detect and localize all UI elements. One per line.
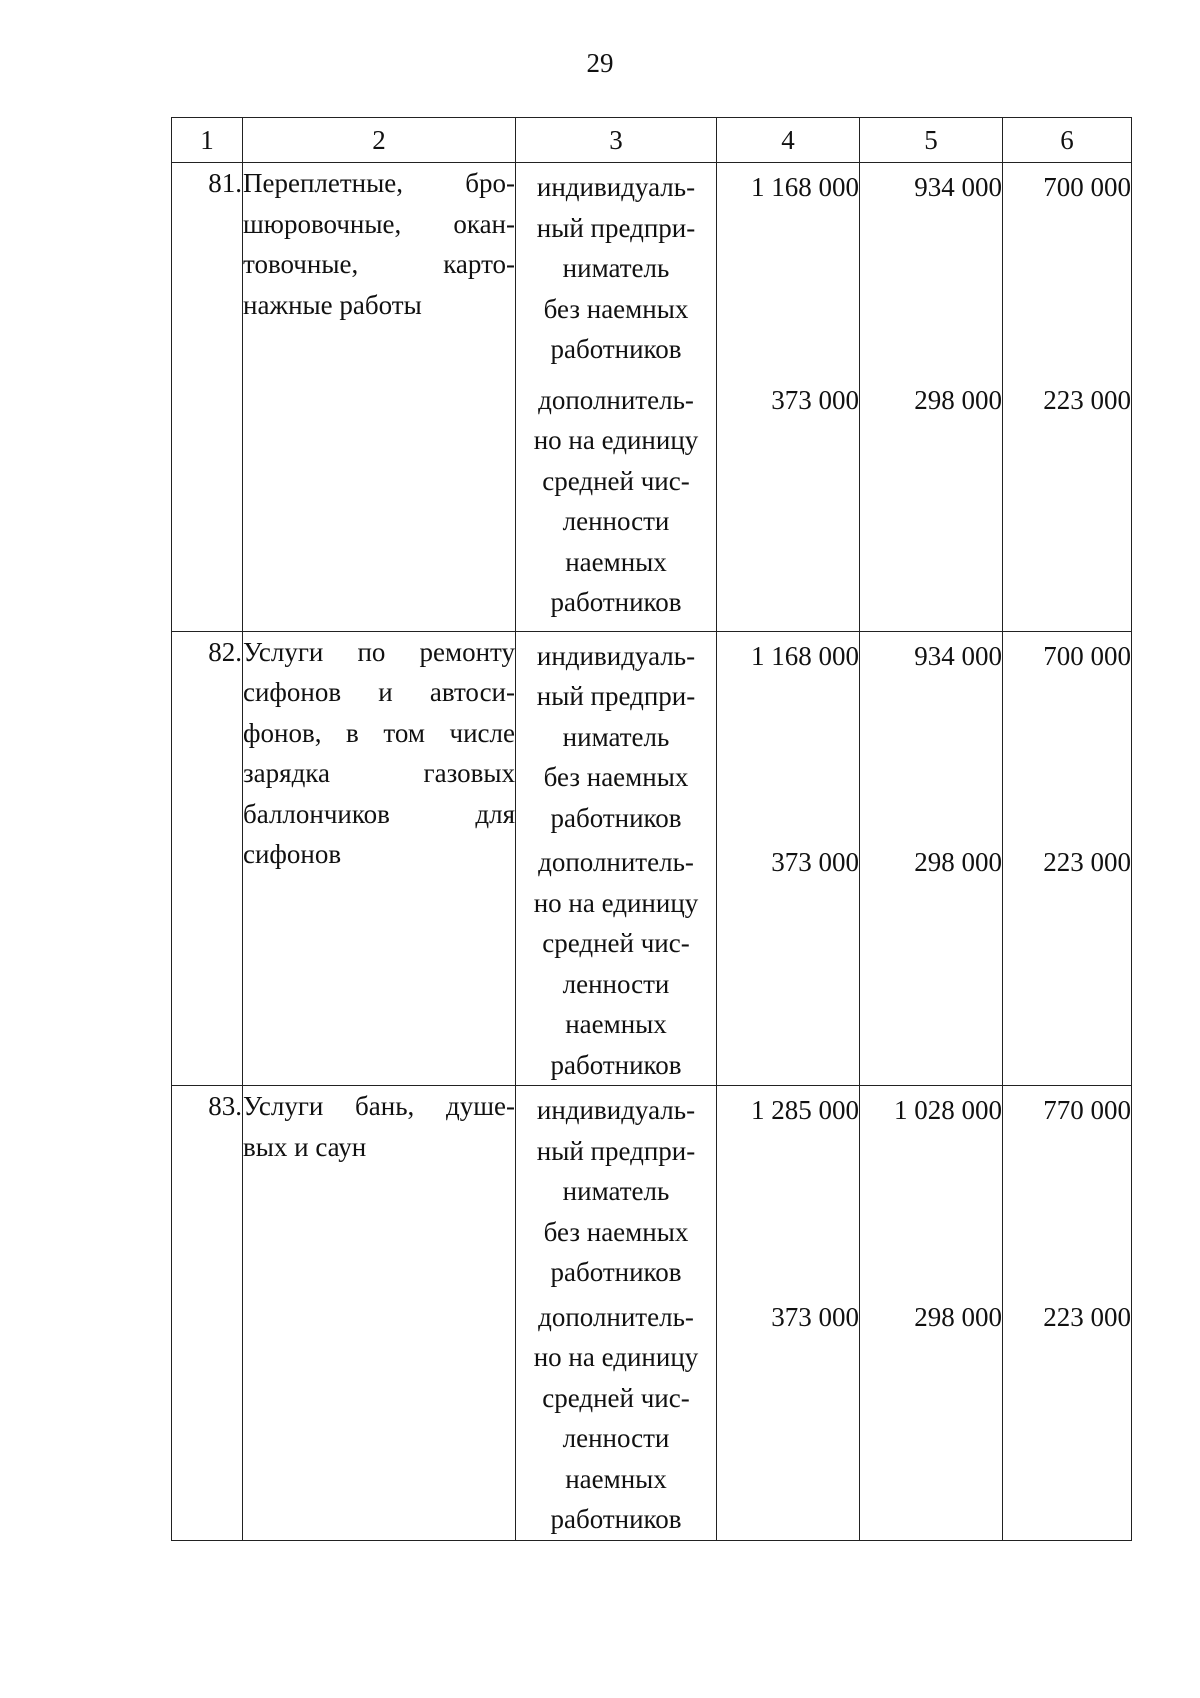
category-entry	[516, 370, 716, 623]
category-line: но на единицу	[533, 425, 699, 455]
row-number: 83.	[172, 1086, 243, 1541]
category-cell	[516, 163, 717, 632]
category-line: средней чис-	[542, 1382, 690, 1413]
category-line: наемных	[565, 1463, 667, 1494]
value: 1 168 000	[751, 172, 859, 202]
header-cell: 4	[717, 118, 860, 163]
value-col-5	[860, 1086, 1003, 1541]
value: 934 000	[914, 640, 1002, 671]
category-line: но на единицу	[533, 887, 699, 918]
category-line: но на единицу	[533, 1342, 699, 1372]
category-line: индивидуаль-	[536, 172, 696, 202]
table-row	[172, 163, 1132, 632]
value: 373 000	[771, 384, 859, 415]
value: 373 000	[771, 847, 859, 877]
page-number: 29	[586, 48, 614, 78]
table-row	[172, 631, 1132, 1086]
name-line: Переплетные, бро-	[243, 168, 515, 198]
value: 1 168 000	[751, 640, 859, 671]
name-line: вых и саун	[243, 1131, 367, 1162]
category-line: наемных	[565, 546, 667, 577]
value: 223 000	[1043, 847, 1131, 877]
category-line: работников	[550, 802, 682, 833]
value: 223 000	[1043, 1301, 1131, 1332]
tariff-table	[171, 117, 1132, 1541]
value: 298 000	[914, 384, 1002, 415]
value: 770 000	[1043, 1095, 1131, 1125]
value: 700 000	[1043, 640, 1131, 671]
category-line: дополнитель-	[538, 384, 694, 415]
category-line: дополнитель-	[538, 847, 694, 877]
value: 298 000	[914, 1301, 1002, 1332]
value-col-6	[1003, 163, 1132, 632]
value-col-4	[717, 631, 860, 1086]
name-line: товочные, карто-	[243, 249, 515, 279]
category-line: ниматель	[562, 721, 670, 752]
category-line: без наемных	[543, 762, 689, 792]
category-line: ный предпри-	[536, 212, 696, 243]
category-line: ленности	[562, 506, 670, 536]
name-line: нажные работы	[243, 289, 422, 320]
category-entry	[516, 632, 716, 839]
category-line: работников	[550, 1049, 682, 1080]
category-entry	[516, 838, 716, 1085]
header-cell: 1	[172, 118, 243, 163]
value-col-4	[717, 1086, 860, 1541]
category-line: наемных	[565, 1009, 667, 1039]
category-cell	[516, 1086, 717, 1541]
name-line: баллончиков для	[243, 798, 515, 829]
category-line: индивидуаль-	[536, 1095, 696, 1125]
value: 700 000	[1043, 172, 1131, 202]
category-line: средней чис-	[542, 928, 690, 958]
category-line: без наемных	[543, 293, 689, 324]
category-line: ниматель	[562, 1176, 670, 1206]
category-line: работников	[550, 1504, 682, 1534]
category-line: средней чис-	[542, 465, 690, 496]
header-cell: 3	[516, 118, 717, 163]
name-line: зарядка газовых	[243, 758, 515, 788]
category-line: без наемных	[543, 1216, 689, 1247]
value-col-5	[860, 163, 1003, 632]
value-col-4	[717, 163, 860, 632]
header-cell: 2	[243, 118, 516, 163]
value: 1 028 000	[894, 1095, 1002, 1125]
name-line: фонов, в том числе	[243, 717, 515, 748]
category-line: работников	[550, 1257, 682, 1287]
name-line: шюровочные, окан-	[243, 208, 515, 239]
activity-name	[243, 631, 516, 1086]
value: 223 000	[1043, 384, 1131, 415]
value: 934 000	[914, 172, 1002, 202]
value: 1 285 000	[751, 1095, 859, 1125]
category-line: работников	[550, 587, 682, 617]
value-col-6	[1003, 631, 1132, 1086]
value: 373 000	[771, 1301, 859, 1332]
category-cell	[516, 631, 717, 1086]
value: 298 000	[914, 847, 1002, 877]
category-line: ленности	[562, 968, 670, 999]
category-line: ленности	[562, 1423, 670, 1453]
category-line: работников	[550, 334, 682, 364]
value-col-5	[860, 631, 1003, 1086]
category-line: ный предпри-	[536, 681, 696, 711]
activity-name	[243, 163, 516, 632]
value-col-6	[1003, 1086, 1132, 1541]
name-line: сифонов	[243, 839, 342, 869]
row-number: 81.	[172, 163, 243, 632]
table-row	[172, 1086, 1132, 1541]
category-line: дополнитель-	[538, 1301, 694, 1332]
category-entry	[516, 1086, 716, 1293]
header-row	[172, 118, 1132, 163]
activity-name	[243, 1086, 516, 1541]
header-cell: 6	[1003, 118, 1132, 163]
name-line: Услуги по ремонту	[243, 636, 515, 667]
category-line: индивидуаль-	[536, 640, 696, 671]
name-line: сифонов и автоси-	[243, 677, 515, 707]
category-line: ниматель	[562, 253, 670, 283]
name-line: Услуги бань, душе-	[243, 1091, 515, 1121]
row-number: 82.	[172, 631, 243, 1086]
header-cell: 5	[860, 118, 1003, 163]
category-line: ный предпри-	[536, 1135, 696, 1166]
category-entry	[516, 163, 716, 370]
category-entry	[516, 1293, 716, 1540]
